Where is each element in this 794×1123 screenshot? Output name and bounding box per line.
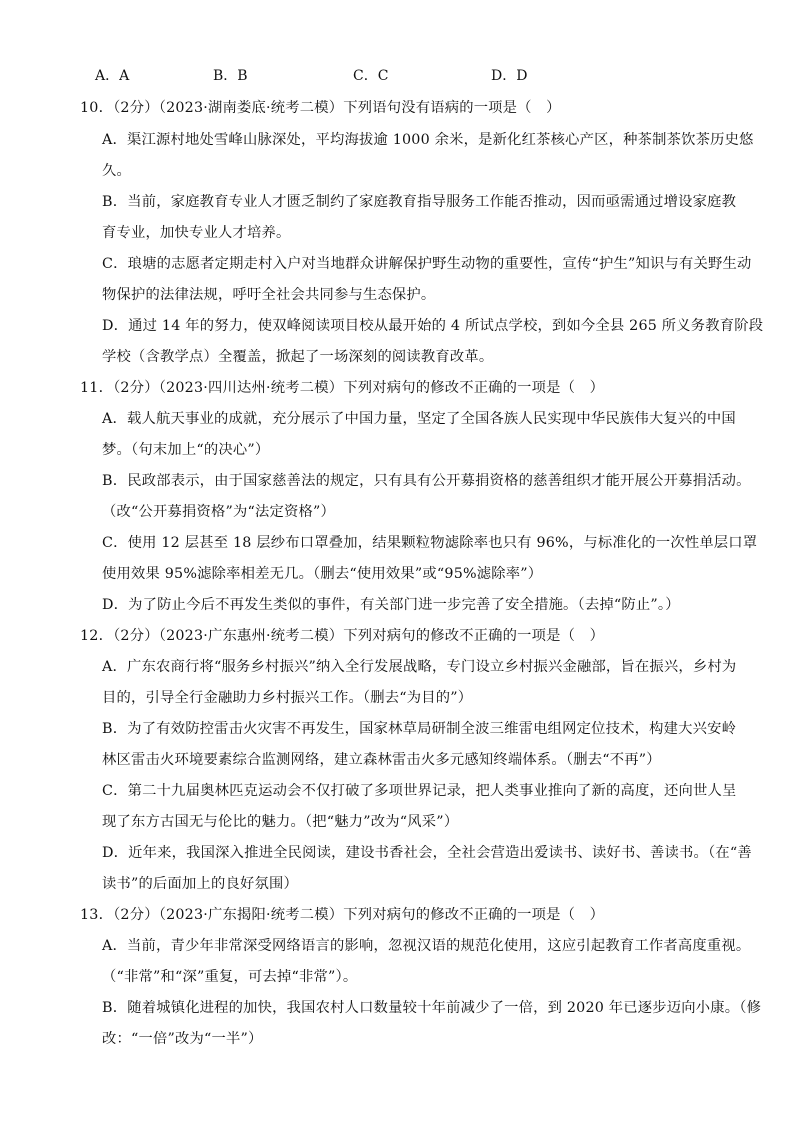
question-stem: 13．（2分）（2023·广东揭阳·统考二模）下列对病句的修改不正确的一项是（ ） (80, 907, 605, 923)
option-line: 使用效果 95%滤除率相差无几。（删去“使用效果”或“95%滤除率”） (102, 566, 543, 582)
option-line: 物保护的法律法规，呼吁全社会共同参与生态保护。 (102, 287, 436, 303)
option-line: A．广东农商行将“服务乡村振兴”纳入全行发展战略，专门设立乡村振兴金融部，旨在振兴，乡村为 (102, 659, 737, 675)
option-line: 林区雷击火环境要素综合监测网络，建立森林雷击火多元感知终端体系。（删去“不再”） (102, 752, 661, 768)
option-d: D．D (491, 68, 528, 84)
question-stem: 10．（2分）（2023·湖南娄底·统考二模）下列语句没有语病的一项是（ ） (80, 100, 561, 116)
option-line: A．当前，青少年非常深受网络语言的影响，忽视汉语的规范化使用，这应引起教育工作者高度重视。 (102, 938, 751, 954)
option-line: 改：“一倍”改为“一半”） (102, 1031, 263, 1047)
option-line: D．近年来，我国深入推进全民阅读，建设书香社会，全社会营造出爱读书、读好书、善读书。（在“善 (102, 845, 752, 861)
option-line: C．第二十九届奥林匹克运动会不仅打破了多项世界记录，把人类事业推向了新的高度，还向世人呈 (102, 783, 737, 799)
question-stem: 12．（2分）（2023·广东惠州·统考二模）下列对病句的修改不正确的一项是（ ） (80, 628, 605, 644)
option-line: C．琅塘的志愿者定期走村入户对当地群众讲解保护野生动物的重要性，宣传“护生”知识与有关野生动 (102, 256, 752, 272)
option-line: D．为了防止今后不再发生类似的事件，有关部门进一步完善了安全措施。（去掉“防止”。） (102, 597, 680, 613)
option-line: 目的，引导全行金融助力乡村振兴工作。（删去“为目的”） (102, 690, 473, 706)
option-c: C．C (353, 68, 389, 84)
option-line: A．载人航天事业的成就，充分展示了中国力量，坚定了全国各族人民实现中华民族伟大复兴的中国 (102, 411, 736, 427)
option-line: B．随着城镇化进程的加快，我国农村人口数量较十年前减少了一倍，到 2020 年已逐步迈向小康。（修 (102, 1000, 762, 1016)
option-line: C．使用 12 层甚至 18 层纱布口罩叠加，结果颗粒物滤除率也只有 96%，与标准化的一次性单层口罩 (102, 535, 758, 551)
question-stem: 11．（2分）（2023·四川达州·统考二模）下列对病句的修改不正确的一项是（ ） (80, 380, 605, 396)
option-line: A．渠江源村地处雪峰山脉深处，平均海拔逾 1000 余米，是新化红茶核心产区，种茶制茶饮茶历史悠 (102, 132, 754, 148)
option-line: B．民政部表示，由于国家慈善法的规定，只有具有公开募捐资格的慈善组织才能开展公开募捐活动。 (102, 473, 751, 489)
option-line: B．当前，家庭教育专业人才匮乏制约了家庭教育指导服务工作能否推动，因而亟需通过增设家庭教 (102, 194, 737, 210)
option-line: 久。 (102, 163, 131, 179)
option-line: （“非常”和“深”重复，可去掉“非常”）。 (102, 969, 358, 985)
option-line: （改“公开募捐资格”为“法定资格”） (102, 504, 335, 520)
option-line: 现了东方古国无与伦比的魅力。（把“魅力”改为“风采”） (102, 814, 459, 830)
option-line: 梦。（句末加上“的决心”） (102, 442, 270, 458)
option-b: B．B (213, 68, 248, 84)
previous-question-options (95, 66, 735, 86)
option-line: 读书”的后面加上的良好氛围） (102, 876, 298, 892)
option-line: B．为了有效防控雷击火灾害不再发生，国家林草局研制全波三维雷电组网定位技术，构建大兴安岭 (102, 721, 737, 737)
option-line: 育专业，加快专业人才培养。 (102, 225, 291, 241)
option-a: A．A (95, 68, 130, 84)
option-line: 学校（含教学点）全覆盖，掀起了一场深刻的阅读教育改革。 (102, 349, 494, 365)
option-line: D．通过 14 年的努力，使双峰阅读项目校从最开始的 4 所试点学校，到如今全县 265 所义务教育阶段 (102, 318, 764, 334)
